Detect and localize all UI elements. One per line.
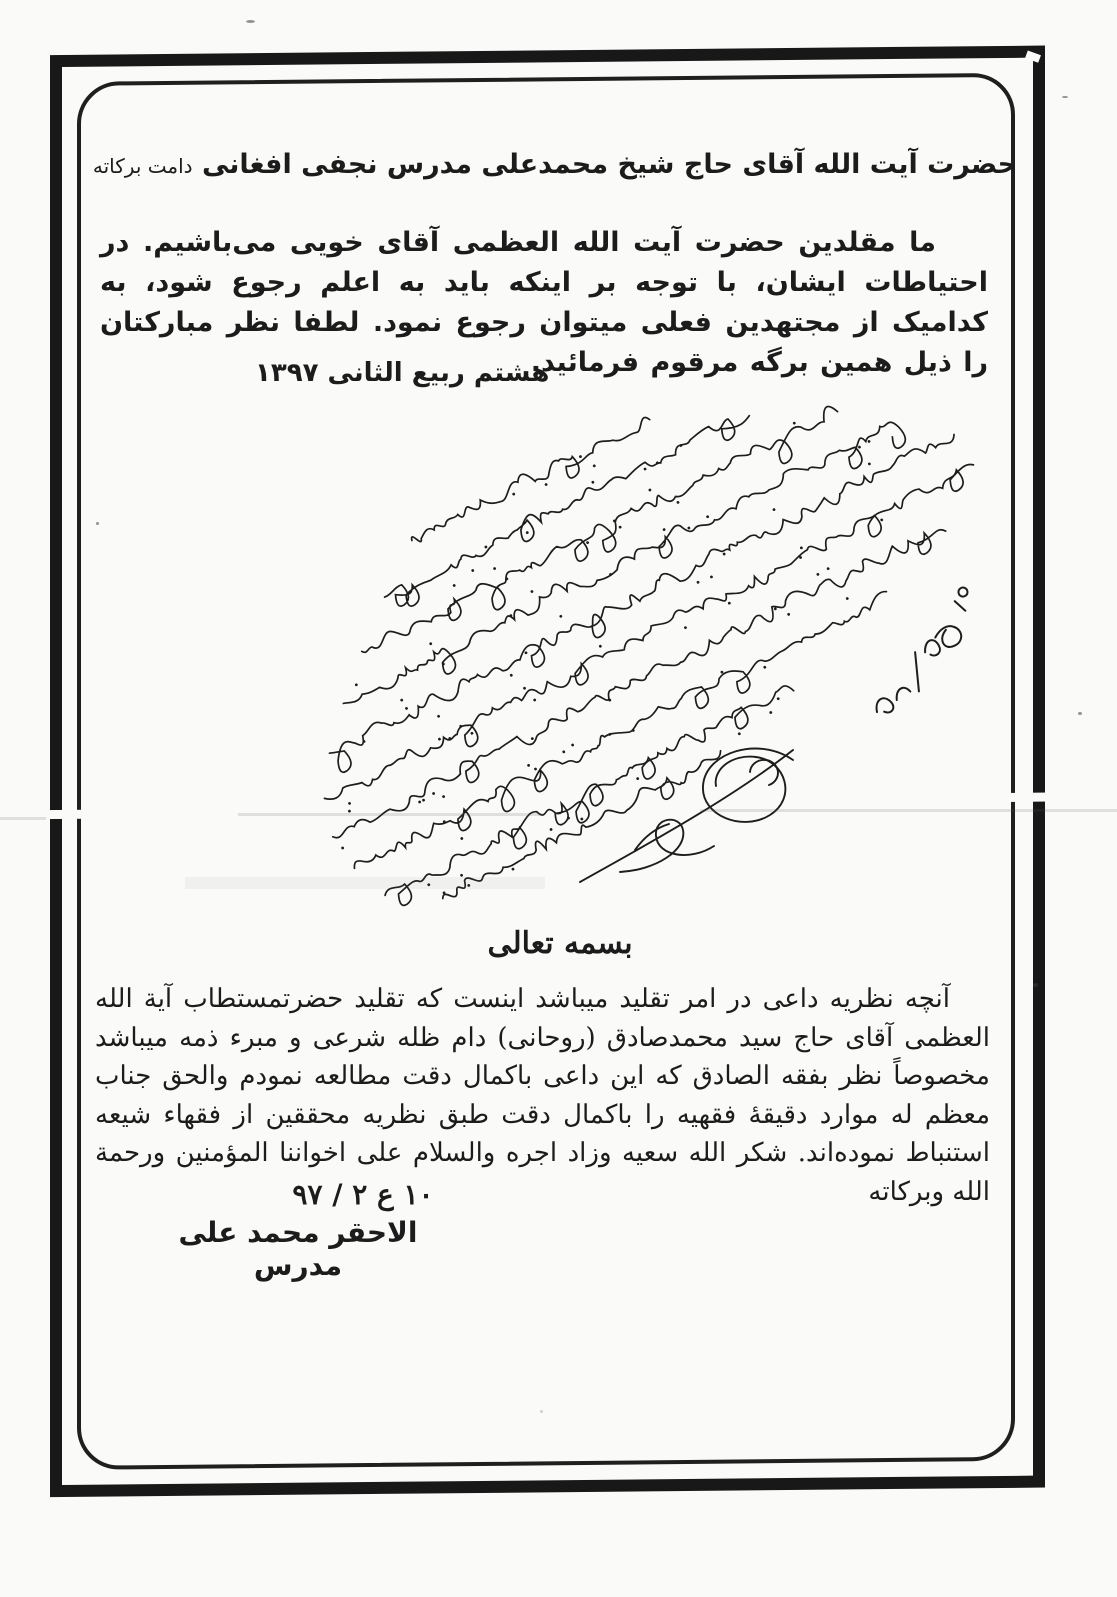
paper-speck: [1033, 983, 1038, 987]
scan-scratch-line: [238, 813, 543, 816]
signature-scribble: [580, 749, 793, 882]
typed-response-date: ۱۰ ع ۲ / ۹۷: [292, 1178, 434, 1211]
scan-scratch-border-gap-right: [1004, 792, 1050, 801]
paper-speck: [1078, 712, 1082, 715]
paper-speck: [96, 522, 99, 525]
paper-speck: [1062, 96, 1068, 98]
handwritten-response: [165, 420, 1005, 900]
paper-speck: [246, 20, 255, 23]
basmala-heading: بسمه تعالی: [487, 926, 633, 961]
typed-response-body: آنچه نظریه داعی در امر تقلید میباشد اینست که تقلید حضرتمستطاب آیة الله العظمی آقای حاج سید محمدصادق (روحانی) دام ظله شرعی و مبرء ذمه میباشد مخصوصاً نظر بفقه الصادق که این داعی باکمال دقت مطالعه نمودم والحق جناب معظم له موارد دقیقهٔ فقهیه را باکمال دقت طبق نظریه محققین از فقهاء شیعه استنباط نموده‌اند. شکر الله سعیه وزاد اجره والسلام علی اخواننا المؤمنین ورحمة الله وبرکاته: [95, 984, 990, 1207]
addressee-line: [90, 143, 1020, 188]
paper-speck: [540, 1410, 543, 1413]
scan-scratch-border-gap-left: [42, 810, 84, 819]
addressee-name: حضرت آیت الله آقای حاج شیخ محمدعلی مدرس نجفی افغانی: [201, 149, 1018, 180]
scan-scratch-line: [700, 809, 1117, 812]
scan-smudge: [185, 877, 545, 889]
question-date: هشتم ربیع الثانی ۱۳۹۷: [255, 358, 550, 388]
handwritten-date: [847, 586, 999, 719]
typed-response-signature: الاحقر محمد علی مدرس: [178, 1216, 418, 1282]
addressee-honorific: دامت برکاته: [92, 154, 193, 178]
question-paragraph: ما مقلدین حضرت آیت الله العظمی آقای خویی می‌باشیم. در احتیاطات ایشان، با توجه بر اینکه باید به اعلم رجوع شود، به کدامیک از مجتهدین فعلی میتوان رجوع نمود. لطفا نظر مبارکتان را ذیل همین برگه مرقوم فرمائید.: [100, 227, 988, 378]
scan-scratch-line: [0, 817, 46, 820]
